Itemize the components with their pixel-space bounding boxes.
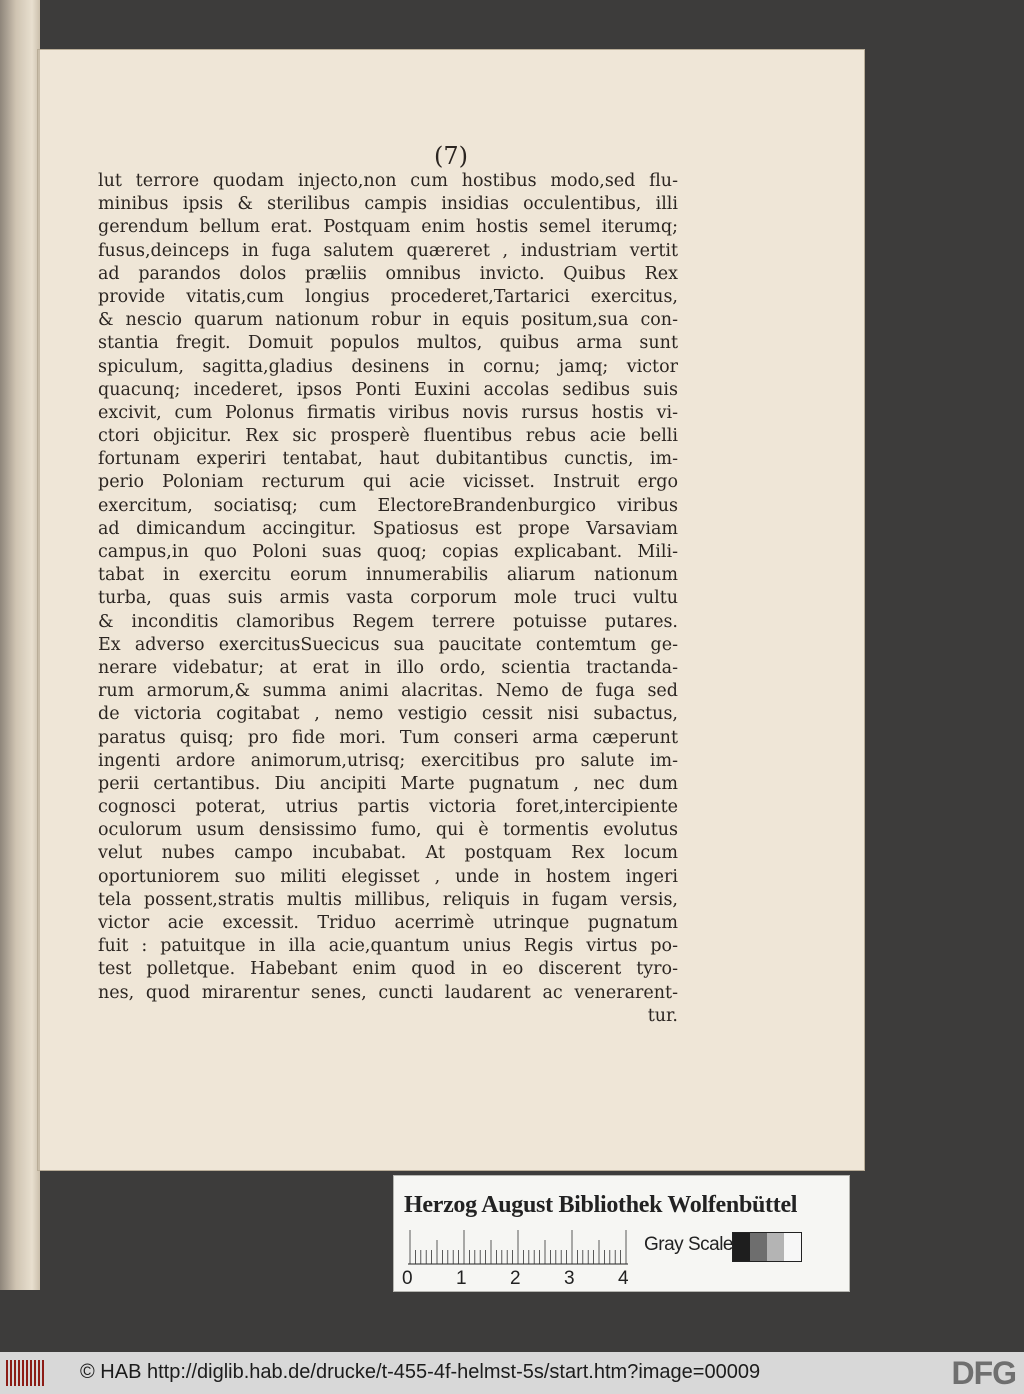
gray-swatch: [784, 1233, 801, 1261]
ruler-number: 2: [510, 1268, 521, 1289]
measurement-ruler: [408, 1228, 628, 1268]
text-line: exercitum, sociatisq; cum ElectoreBrandenburgico viribus: [98, 495, 678, 516]
text-line: fortunam experiri tentabat, haut dubitantibus cunctis, im-: [98, 449, 678, 470]
library-color-card: [393, 1175, 850, 1292]
dfg-logo: DFG: [951, 1355, 1016, 1391]
text-line: minibus ipsis & sterilibus campis insidias occulentibus, illi: [98, 194, 678, 215]
text-line: ingenti ardore animorum,utrisq; exercitibus pro salute im-: [98, 750, 678, 771]
gray-scale-label: Gray Scale: [644, 1234, 733, 1255]
text-line: paratus quisq; pro fide mori. Tum conseri arma cæperunt: [98, 727, 678, 748]
text-line: nerare videbatur; at erat in illo ordo, scientia tractanda-: [98, 657, 678, 678]
ruler-numbers: [402, 1268, 642, 1288]
text-line: rum armorum,& summa animi alacritas. Nemo de fuga sed: [98, 681, 678, 702]
ruler-number: 1: [456, 1268, 467, 1289]
text-line: gerendum bellum erat. Postquam enim hostis semel iterumq;: [98, 217, 678, 238]
gray-swatch: [750, 1233, 767, 1261]
ruler-number: 0: [402, 1268, 413, 1289]
text-line: provide vitatis,cum longius procederet,Tartarici exercitus,: [98, 286, 678, 307]
text-line: & nescio quarum nationum robur in equis positum,sua con-: [98, 310, 678, 331]
page-text: [98, 170, 678, 1028]
text-line: ctori objicitur. Rex sic prosperè fluentibus rebus acie belli: [98, 426, 678, 447]
library-name: Herzog August Bibliothek Wolfenbüttel: [404, 1192, 798, 1218]
text-line: fuit : patuitque in illa acie,quantum unius Regis virtus po-: [98, 936, 678, 957]
text-line: stantia fregit. Domuit populos multos, quibus arma sunt: [98, 333, 678, 354]
text-line: tabat in exercitu eorum innumerabilis aliarum nationum: [98, 565, 678, 586]
text-line: Ex adverso exercitusSuecicus sua paucitate contemtum ge-: [98, 634, 678, 655]
text-line: cognosci poterat, utrius partis victoria foret,intercipiente: [98, 797, 678, 818]
text-line: spiculum, sagitta,gladius desinens in cornu; jamq; victor: [98, 356, 678, 377]
text-line: oculorum usum densissimo fumo, qui è tormentis evolutus: [98, 820, 678, 841]
text-line: tela possent,stratis multis millibus, reliquis in fugam versis,: [98, 889, 678, 910]
text-line: & inconditis clamoribus Regem terrere potuisse putares.: [98, 611, 678, 632]
gray-swatch: [767, 1233, 784, 1261]
page-number: (7): [434, 142, 468, 170]
text-line: quacunq; incederet, ipsos Ponti Euxini accolas sedibus suis: [98, 379, 678, 400]
gray-swatch: [733, 1233, 750, 1261]
ruler-number: 4: [618, 1268, 629, 1289]
gray-scale-swatch: [732, 1232, 802, 1262]
text-line: ad dimicandum accingitur. Spatiosus est prope Varsaviam: [98, 518, 678, 539]
text-line: lut terrore quodam injecto,non cum hostibus modo,sed flu-: [98, 171, 678, 191]
text-line: perio Poloniam recturum qui acie vicisset. Instruit ergo: [98, 472, 678, 493]
text-line: perii certantibus. Diu ancipiti Marte pugnatum , nec dum: [98, 773, 678, 794]
text-line: turba, quas suis armis vasta corporum mole truci vultu: [98, 588, 678, 609]
text-line: velut nubes campo incubabat. At postquam Rex locum: [98, 843, 678, 864]
text-line: fusus,deinceps in fuga salutem quæreret , industriam vertit: [98, 240, 678, 261]
text-line: tur.: [647, 1005, 678, 1026]
text-line: excivit, cum Polonus firmatis viribus novis rursus hostis vi-: [98, 402, 678, 423]
text-line: nes, quod mirarentur senes, cuncti laudarent ac venerarent-: [98, 982, 678, 1003]
text-line: de victoria cogitabat , nemo vestigio cessit nisi subactus,: [98, 704, 678, 725]
copyright-url: © HAB http://diglib.hab.de/drucke/t-455-4f-helmst-5s/start.htm?image=00009: [80, 1361, 761, 1383]
text-line: victor acie excessit. Triduo acerrimè utrinque pugnatum: [98, 913, 678, 933]
hab-logo-icon: [6, 1360, 44, 1386]
text-line: campus,in quo Poloni suas quoq; copias explicabant. Mili-: [98, 542, 678, 562]
ruler-number: 3: [564, 1268, 575, 1289]
viewer-footer: [0, 1352, 1024, 1394]
book-spine-edge: [0, 0, 40, 1290]
text-line: oportuniorem suo militi elegisset , unde in hostem ingeri: [98, 866, 678, 887]
scanned-page: [38, 50, 864, 1170]
text-line: ad parandos dolos præliis omnibus invicto. Quibus Rex: [98, 263, 678, 284]
text-line: test polletque. Habebant enim quod in eo discerent tyro-: [98, 959, 678, 980]
